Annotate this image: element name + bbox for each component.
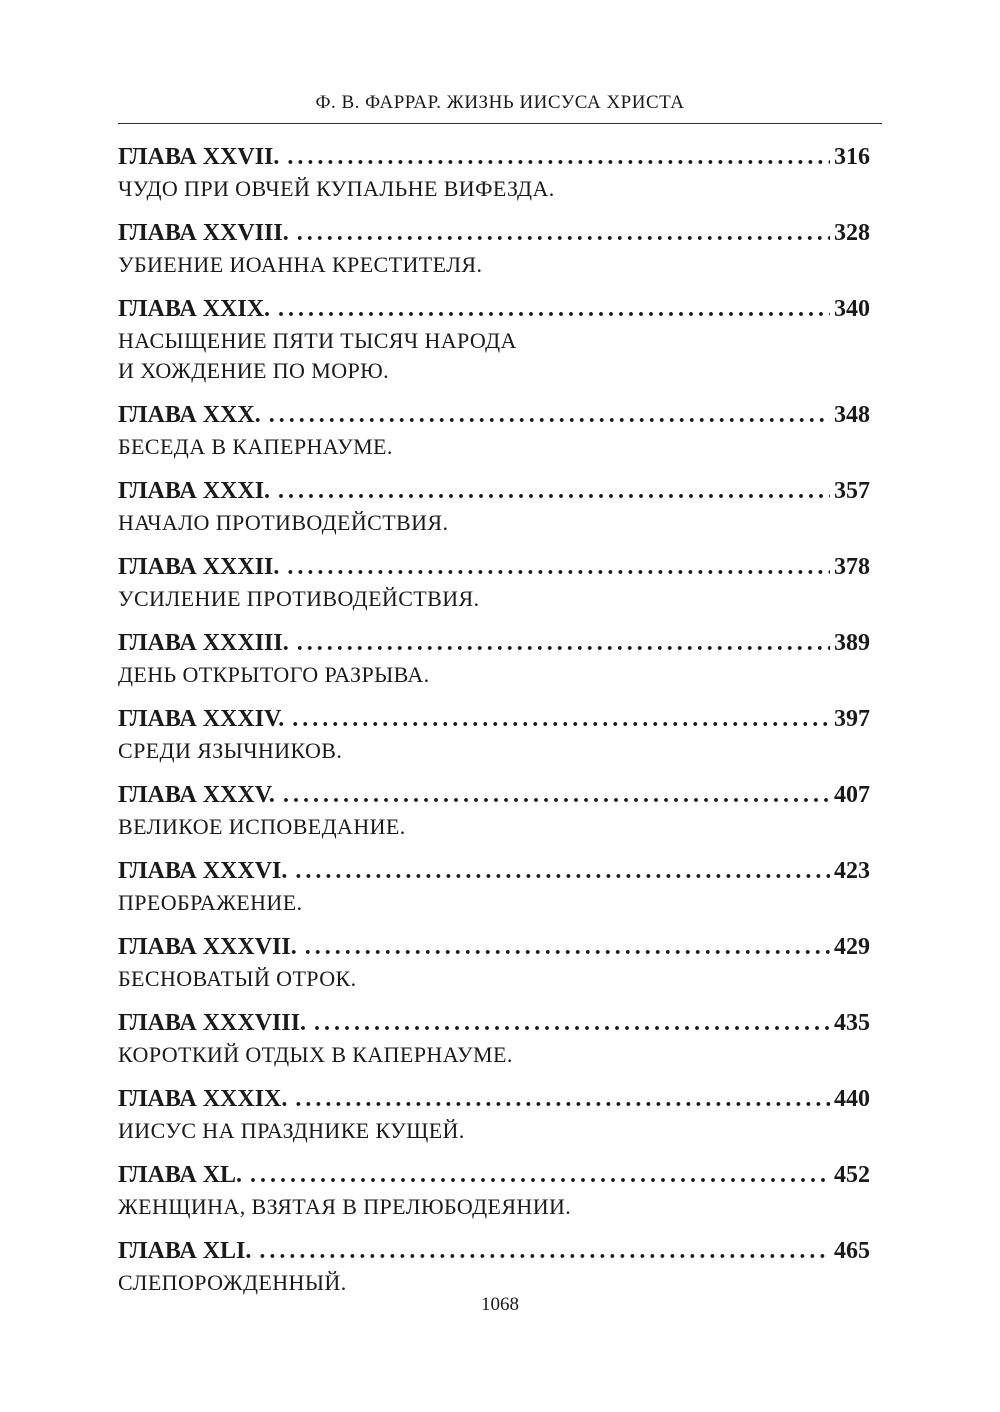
header-rule: [118, 123, 882, 124]
chapter-label: ГЛАВА XXX.: [118, 402, 261, 428]
chapter-page-number: 407: [834, 782, 870, 808]
chapter-line: [118, 1158, 870, 1192]
dot-leader: [287, 550, 830, 584]
chapter-page-number: 378: [834, 554, 870, 580]
dot-leader: [295, 854, 830, 888]
chapter-label: ГЛАВА XXXIII.: [118, 630, 289, 656]
chapter-title: ДЕНЬ ОТКРЫТОГО РАЗРЫВА.: [118, 662, 430, 687]
chapter-page-number: 452: [834, 1162, 870, 1188]
chapter-title: УБИЕНИЕ ИОАННА КРЕСТИТЕЛЯ.: [118, 252, 483, 277]
chapter-line: [118, 854, 870, 888]
toc-entry[interactable]: [118, 626, 870, 690]
chapter-label: ГЛАВА XXXIX.: [118, 1086, 288, 1112]
toc-entry[interactable]: [118, 292, 870, 386]
toc-entry[interactable]: [118, 1082, 870, 1146]
chapter-line: [118, 702, 870, 736]
dot-leader: [278, 292, 830, 326]
chapter-page-number: 348: [834, 402, 870, 428]
chapter-label: ГЛАВА XL.: [118, 1162, 243, 1188]
chapter-label: ГЛАВА XXVIII.: [118, 220, 289, 246]
dot-leader: [305, 930, 830, 964]
chapter-page-number: 328: [834, 220, 870, 246]
chapter-label: ГЛАВА XXXI.: [118, 478, 271, 504]
dot-leader: [269, 398, 830, 432]
chapter-page-number: 435: [834, 1010, 870, 1036]
dot-leader: [297, 626, 830, 660]
chapter-label: ГЛАВА XLI.: [118, 1238, 252, 1264]
chapter-page-number: 440: [834, 1086, 870, 1112]
toc-entry[interactable]: [118, 550, 870, 614]
toc-entry[interactable]: [118, 398, 870, 462]
toc-entry[interactable]: [118, 1234, 870, 1298]
toc-entry[interactable]: [118, 702, 870, 766]
toc-entry[interactable]: [118, 216, 870, 280]
chapter-label: ГЛАВА XXVII.: [118, 144, 280, 170]
chapter-line: [118, 626, 870, 660]
chapter-title: БЕСНОВАТЫЙ ОТРОК.: [118, 966, 357, 991]
dot-leader: [278, 474, 830, 508]
chapter-line: [118, 1234, 870, 1268]
chapter-page-number: 389: [834, 630, 870, 656]
chapter-title: СЛЕПОРОЖДЕННЫЙ.: [118, 1270, 347, 1295]
toc-entry[interactable]: [118, 140, 870, 204]
dot-leader: [250, 1158, 830, 1192]
chapter-label: ГЛАВА XXXIV.: [118, 706, 285, 732]
toc-entry[interactable]: [118, 474, 870, 538]
chapter-line: [118, 1082, 870, 1116]
chapter-title: ВЕЛИКОЕ ИСПОВЕДАНИЕ.: [118, 814, 406, 839]
running-header: Ф. В. ФАРРАР. ЖИЗНЬ ИИСУСА ХРИСТА: [315, 92, 685, 113]
chapter-label: ГЛАВА XXXVII.: [118, 934, 297, 960]
page-number: 1068: [481, 1294, 519, 1315]
chapter-label: ГЛАВА XXXV.: [118, 782, 275, 808]
chapter-title: НАЧАЛО ПРОТИВОДЕЙСТВИЯ.: [118, 510, 449, 535]
toc-entry[interactable]: [118, 778, 870, 842]
chapter-line: [118, 292, 870, 326]
chapter-line: [118, 474, 870, 508]
dot-leader: [283, 778, 830, 812]
chapter-line: [118, 550, 870, 584]
chapter-page-number: 423: [834, 858, 870, 884]
dot-leader: [297, 216, 830, 250]
chapter-page-number: 429: [834, 934, 870, 960]
chapter-page-number: 316: [834, 144, 870, 170]
chapter-title: СРЕДИ ЯЗЫЧНИКОВ.: [118, 738, 343, 763]
chapter-page-number: 397: [834, 706, 870, 732]
chapter-line: [118, 398, 870, 432]
chapter-page-number: 340: [834, 296, 870, 322]
chapter-page-number: 465: [834, 1238, 870, 1264]
dot-leader: [259, 1234, 830, 1268]
chapter-page-number: 357: [834, 478, 870, 504]
chapter-title: УСИЛЕНИЕ ПРОТИВОДЕЙСТВИЯ.: [118, 586, 480, 611]
chapter-line: [118, 140, 870, 174]
dot-leader: [287, 140, 830, 174]
chapter-label: ГЛАВА XXXVI.: [118, 858, 288, 884]
chapter-line: [118, 778, 870, 812]
toc-entry[interactable]: [118, 930, 870, 994]
chapter-label: ГЛАВА XXXVIII.: [118, 1010, 307, 1036]
chapter-title: ЖЕНЩИНА, ВЗЯТАЯ В ПРЕЛЮБОДЕЯНИИ.: [118, 1194, 572, 1219]
chapter-line: [118, 216, 870, 250]
chapter-label: ГЛАВА XXIX.: [118, 296, 271, 322]
table-of-contents: [118, 140, 870, 1310]
chapter-title: НАСЫЩЕНИЕ ПЯТИ ТЫСЯЧ НАРОДА И ХОЖДЕНИЕ ПО МОРЮ.: [118, 328, 517, 383]
chapter-label: ГЛАВА XXXII.: [118, 554, 280, 580]
chapter-line: [118, 1006, 870, 1040]
toc-entry[interactable]: [118, 1158, 870, 1222]
dot-leader: [295, 1082, 830, 1116]
toc-entry[interactable]: [118, 854, 870, 918]
chapter-title: ПРЕОБРАЖЕНИЕ.: [118, 890, 303, 915]
toc-entry[interactable]: [118, 1006, 870, 1070]
dot-leader: [292, 702, 830, 736]
dot-leader: [314, 1006, 830, 1040]
chapter-title: ЧУДО ПРИ ОВЧЕЙ КУПАЛЬНЕ ВИФЕЗДА.: [118, 176, 555, 201]
chapter-line: [118, 930, 870, 964]
chapter-title: КОРОТКИЙ ОТДЫХ В КАПЕРНАУМЕ.: [118, 1042, 513, 1067]
chapter-title: БЕСЕДА В КАПЕРНАУМЕ.: [118, 434, 393, 459]
chapter-title: ИИСУС НА ПРАЗДНИКЕ КУЩЕЙ.: [118, 1118, 465, 1143]
